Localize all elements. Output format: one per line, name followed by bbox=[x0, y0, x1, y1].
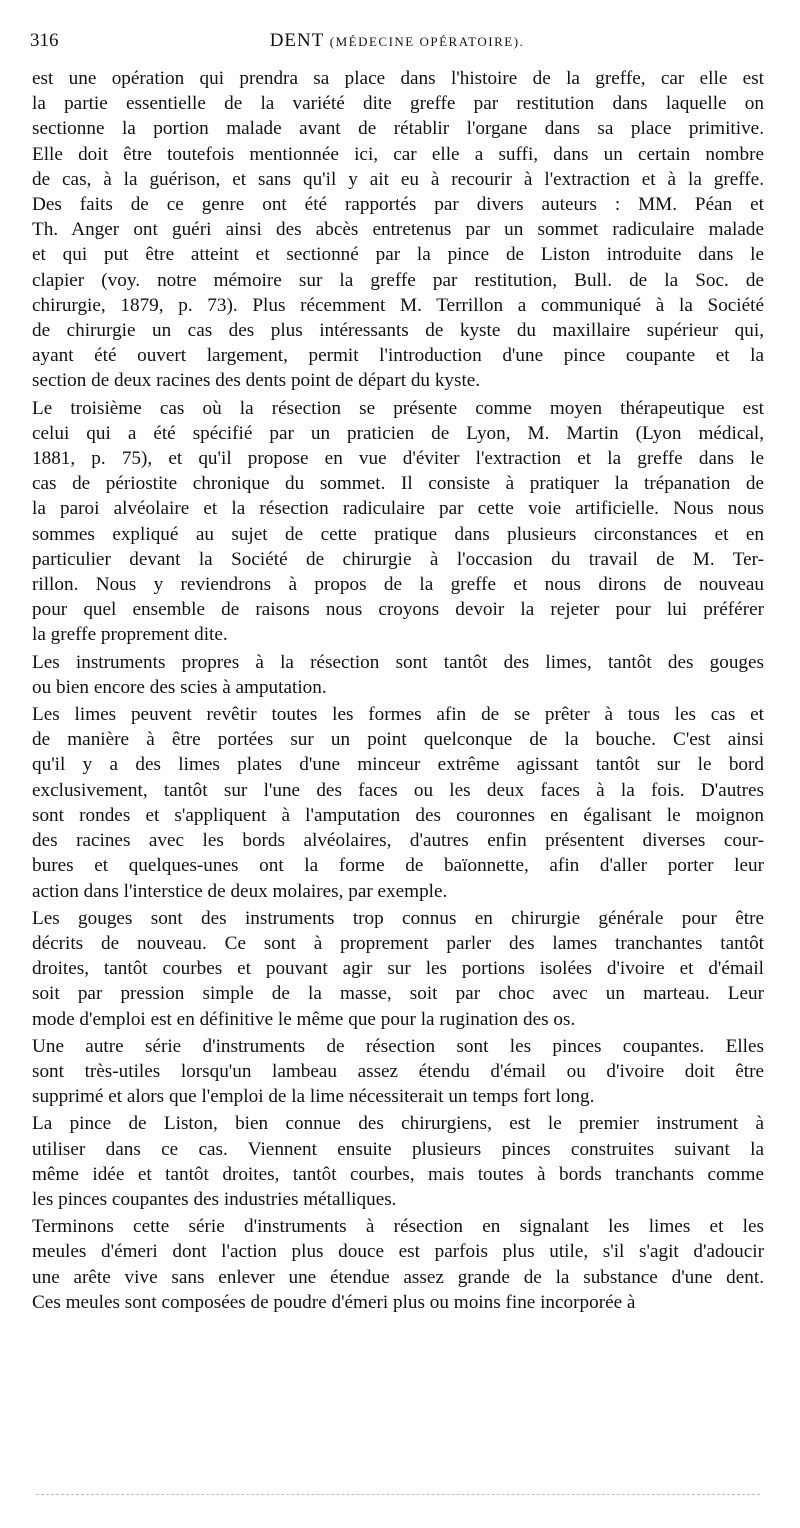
text-line: bures et quelques-unes ont la forme de baïonnette, afin d'aller porter leur bbox=[32, 855, 764, 877]
running-title-sub: (MÉDECINE OPÉRATOIRE). bbox=[329, 34, 525, 49]
running-title bbox=[30, 30, 764, 52]
text-line: 1881, p. 75), et qu'il propose en vue d'éviter l'extraction et la greffe dans le bbox=[32, 448, 764, 470]
text-line: cas de périostite chronique du sommet. Il consiste à pratiquer la trépanation de bbox=[32, 473, 764, 495]
paragraph bbox=[32, 906, 764, 1032]
text-line: Une autre série d'instruments de résection sont les pinces coupantes. Elles bbox=[32, 1035, 764, 1057]
text-line: une arête vive sans enlever une étendue assez grande de la substance d'une dent. bbox=[32, 1266, 764, 1288]
text-line: Elle doit être toutefois mentionnée ici, car elle a suffi, dans un certain nombre bbox=[32, 143, 764, 165]
text-line: exclusivement, tantôt sur l'une des faces ou les deux faces à la fois. D'autres bbox=[32, 779, 764, 801]
text-line: rillon. Nous y reviendrons à propos de la greffe et nous dirons de nouveau bbox=[32, 574, 764, 596]
text-line: Les limes peuvent revêtir toutes les formes afin de se prêter à tous les cas et bbox=[32, 704, 764, 726]
text-line: les pinces coupantes des industries métalliques. bbox=[32, 1188, 397, 1210]
text-line: de cas, à la guérison, et sans qu'il y ait eu à recourir à l'extraction et à la greffe. bbox=[32, 168, 764, 190]
text-line: la greffe proprement dite. bbox=[32, 624, 228, 646]
text-line: Terminons cette série d'instruments à résection en signalant les limes et les bbox=[32, 1216, 764, 1238]
text-line: droites, tantôt courbes et pouvant agir sur les portions isolées d'ivoire et d'émail bbox=[32, 958, 764, 980]
text-line: La pince de Liston, bien connue des chirurgiens, est le premier instrument à bbox=[32, 1113, 764, 1135]
text-line: la partie essentielle de la variété dite greffe par restitution dans laquelle on bbox=[32, 93, 764, 115]
text-line: est une opération qui prendra sa place dans l'histoire de la greffe, car elle est bbox=[32, 68, 764, 89]
text-line: Les instruments propres à la résection sont tantôt des limes, tantôt des gouges bbox=[32, 651, 764, 673]
text-line: particulier devant la Société de chirurgie à l'occasion du travail de M. Ter- bbox=[32, 548, 764, 570]
text-line: celui qui a été spécifié par un praticien de Lyon, M. Martin (Lyon médical, bbox=[32, 422, 764, 444]
paragraph bbox=[32, 1111, 764, 1212]
text-line: sommes expliqué au sujet de cette pratique dans plusieurs circonstances et en bbox=[32, 523, 764, 545]
running-title-main: DENT bbox=[269, 30, 325, 51]
text-line: Les gouges sont des instruments trop connus en chirurgie générale pour être bbox=[32, 907, 764, 929]
text-line: clapier (voy. notre mémoire sur la greffe par restitution, Bull. de la Soc. de bbox=[32, 269, 764, 291]
text-line: meules d'émeri dont l'action plus douce est parfois plus utile, s'il s'agit d'adoucir bbox=[32, 1241, 764, 1263]
text-line: même idée et tantôt droites, tantôt courbes, mais toutes à bords tranchants comme bbox=[32, 1163, 764, 1185]
paragraph bbox=[32, 66, 764, 394]
text-line: sont rondes et s'appliquent à l'amputation des couronnes en égalisant le moignon bbox=[32, 804, 764, 826]
text-line: ou bien encore des scies à amputation. bbox=[32, 676, 327, 698]
paragraph bbox=[32, 396, 764, 648]
page-header bbox=[30, 22, 764, 56]
bottom-divider bbox=[36, 1494, 760, 1496]
text-line: Ces meules sont composées de poudre d'émeri plus ou moins fine incorporée à bbox=[32, 1291, 636, 1313]
paragraph bbox=[32, 650, 764, 700]
text-line: sectionne la portion malade avant de rétablir l'organe dans sa place primitive. bbox=[32, 118, 764, 140]
text-line: mode d'emploi est en définitive le même que pour la rugination des os. bbox=[32, 1008, 576, 1030]
text-line: action dans l'interstice de deux molaires, par exemple. bbox=[32, 880, 448, 902]
paragraph bbox=[32, 1034, 764, 1110]
text-line: la paroi alvéolaire et la résection radiculaire par cette voie artificielle. Nous nous bbox=[32, 498, 764, 520]
page-number: 316 bbox=[30, 30, 59, 51]
text-line: décrits de nouveau. Ce sont à proprement parler des lames tranchantes tantôt bbox=[32, 932, 764, 954]
body-text bbox=[32, 66, 764, 1317]
text-line: des racines avec les bords alvéolaires, d'autres enfin présentent diverses cour- bbox=[32, 830, 764, 852]
text-line: soit par pression simple de la masse, soit par choc avec un marteau. Leur bbox=[32, 983, 764, 1005]
text-line: de manière à être portées sur un point quelconque de la bouche. C'est ainsi bbox=[32, 729, 764, 751]
paragraph bbox=[32, 1214, 764, 1315]
text-line: supprimé et alors que l'emploi de la lime nécessiterait un temps fort long. bbox=[32, 1086, 595, 1108]
text-line: pour quel ensemble de raisons nous croyons devoir la rejeter pour lui préférer bbox=[32, 599, 764, 621]
text-line: chirurgie, 1879, p. 73). Plus récemment M. Terrillon a communiqué à la Société bbox=[32, 294, 764, 316]
text-line: qu'il y a des limes plates d'une minceur extrême agissant tantôt sur le bord bbox=[32, 754, 764, 776]
text-line: section de deux racines des dents point de départ du kyste. bbox=[32, 370, 481, 392]
text-line: sont très-utiles lorsqu'un lambeau assez étendu d'émail ou d'ivoire doit être bbox=[32, 1060, 764, 1082]
text-line: utiliser dans ce cas. Viennent ensuite plusieurs pinces construites suivant la bbox=[32, 1138, 764, 1160]
text-line: et qui put être atteint et sectionné par la pince de Liston introduite dans le bbox=[32, 244, 764, 266]
paragraph bbox=[32, 702, 764, 904]
text-line: Th. Anger ont guéri ainsi des abcès entretenus par un sommet radiculaire malade bbox=[32, 219, 764, 241]
text-line: de chirurgie un cas des plus intéressants de kyste du maxillaire supérieur qui, bbox=[32, 320, 764, 342]
text-line: Des faits de ce genre ont été rapportés par divers auteurs : MM. Péan et bbox=[32, 194, 764, 216]
text-line: ayant été ouvert largement, permit l'introduction d'une pince coupante et la bbox=[32, 345, 764, 367]
text-line: Le troisième cas où la résection se présente comme moyen thérapeutique est bbox=[32, 397, 764, 419]
